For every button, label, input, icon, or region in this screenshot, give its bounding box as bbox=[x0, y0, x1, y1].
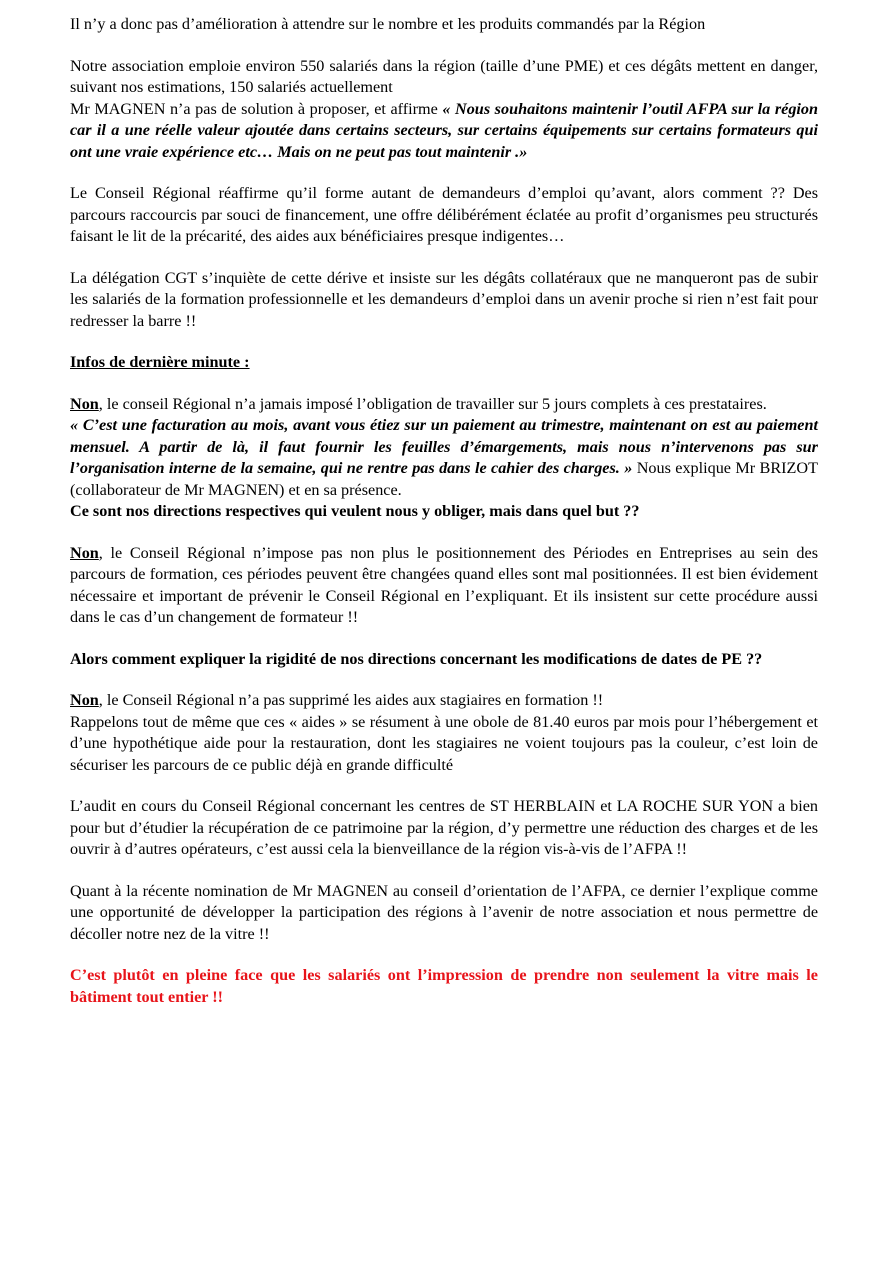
non-label: Non bbox=[70, 543, 99, 562]
paragraph-conclusion-red: C’est plutôt en pleine face que les salariés ont l’impression de prendre non seulement la vitre mais le bâtiment tout entier !! bbox=[70, 966, 818, 1006]
paragraph-non-aides-stagiaires bbox=[70, 690, 818, 712]
paragraph-nomination-magnen: Quant à la récente nomination de Mr MAGNEN au conseil d’orientation de l’AFPA, ce dernier l’explique comme une opportunité de développer la participation des régions à l’avenir de notre association et nous permettre de décoller notre nez de la vitre !! bbox=[70, 881, 818, 943]
brizot-quote-text: « C’est une facturation au mois, avant vous étiez sur un paiement au trimestre, maintenant on est au paiement mensuel. A partir de là, il faut fournir les feuilles d’émargements, mais nous n’intervenons pas sur l’organisation interne de la semaine, qui ne rentre pas dans le cahier des charges. » bbox=[70, 416, 818, 477]
document-page bbox=[70, 14, 818, 1028]
paragraph-non-5-jours bbox=[70, 394, 818, 416]
paragraph-association-employees: Notre association emploie environ 550 salariés dans la région (taille d’une PME) et ces dégâts mettent en danger, suivant nos estimations, 150 salariés actuellement bbox=[70, 56, 818, 96]
non-aides-text: , le Conseil Régional n’a pas supprimé les aides aux stagiaires en formation !! bbox=[98, 691, 604, 709]
magnen-quote-text: « Nous souhaitons maintenir l’outil AFPA sur la région car il a une réelle valeur ajoutée dans certains secteurs, sur certains équipements sur certains formateurs qui ont une vraie expérience etc… Mais on ne peut pas tout maintenir .» bbox=[70, 99, 819, 161]
non-label: Non bbox=[70, 394, 99, 413]
paragraph-rappelons-aides: Rappelons tout de même que ces « aides » se résument à une obole de 81.40 euros par mois pour l’hébergement et d’une hypothétique aide pour la restauration, dont les stagiaires ne voient toujours pas la couleur, c’est loin de sécuriser les parcours de ce public déjà en grande difficulté bbox=[70, 712, 818, 774]
paragraph-directions-obliger: Ce sont nos directions respectives qui veulent nous y obliger, mais dans quel but ?? bbox=[70, 502, 640, 520]
non-label: Non bbox=[70, 691, 99, 709]
paragraph-delegation-cgt: La délégation CGT s’inquiète de cette dérive et insiste sur les dégâts collatéraux que ne manqueront pas de subir les salariés de la formation professionnelle et les demandeurs d’emploi dans un avenir proche si rien n’est fait pour redresser la barre !! bbox=[70, 268, 818, 330]
paragraph-brizot-quote bbox=[70, 415, 818, 501]
paragraph-conseil-regional-reaffirme: Le Conseil Régional réaffirme qu’il forme autant de demandeurs d’emploi qu’avant, alors comment ?? Des parcours raccourcis par souci de financement, une offre délibérément éclatée au profit d’organismes peu structurés faisant le lit de la précarité, des aides aux bénéficiaires presque indigentes… bbox=[70, 184, 818, 245]
paragraph-audit-centres: L’audit en cours du Conseil Régional concernant les centres de ST HERBLAIN et LA ROCHE SUR YON a bien pour but d’étudier la récupération de ce patrimoine par la région, d’y permettre une réduction des charges et de les ouvrir à d’autres opérateurs, c’est aussi cela la bienveillance de la région vis-à-vis de l’AFPA !! bbox=[70, 797, 818, 858]
paragraph-ameliorations: Il n’y a donc pas d’amélioration à attendre sur le nombre et les produits commandés par la Région bbox=[70, 15, 706, 33]
paragraph-non-periodes-entreprises bbox=[70, 543, 818, 629]
non-5-jours-text: , le conseil Régional n’a jamais imposé l’obligation de travailler sur 5 jours complets à ces prestataires. bbox=[98, 394, 767, 413]
brizot-attribution-text: Nous explique Mr BRIZOT (collaborateur de Mr MAGNEN) et en sa présence. bbox=[70, 459, 818, 499]
non-periodes-text: , le Conseil Régional n’impose pas non plus le positionnement des Périodes en Entreprises au sein des parcours de formation, ces périodes peuvent être changées quand elles sont mal positionnées. Il est bien évidement nécessaire et important de prévenir le Conseil Régional en l’expliquant. Et ils insistent sur cette procédure aussi dans le cas d’un changement de formateur !! bbox=[70, 543, 818, 626]
section-heading-infos: Infos de dernière minute : bbox=[70, 353, 250, 371]
paragraph-rigidite-directions: Alors comment expliquer la rigidité de nos directions concernant les modifications de dates de PE ?? bbox=[70, 649, 763, 668]
paragraph-magnen-quote bbox=[70, 99, 818, 164]
magnen-intro-text: Mr MAGNEN n’a pas de solution à proposer, et affirme bbox=[70, 99, 443, 118]
